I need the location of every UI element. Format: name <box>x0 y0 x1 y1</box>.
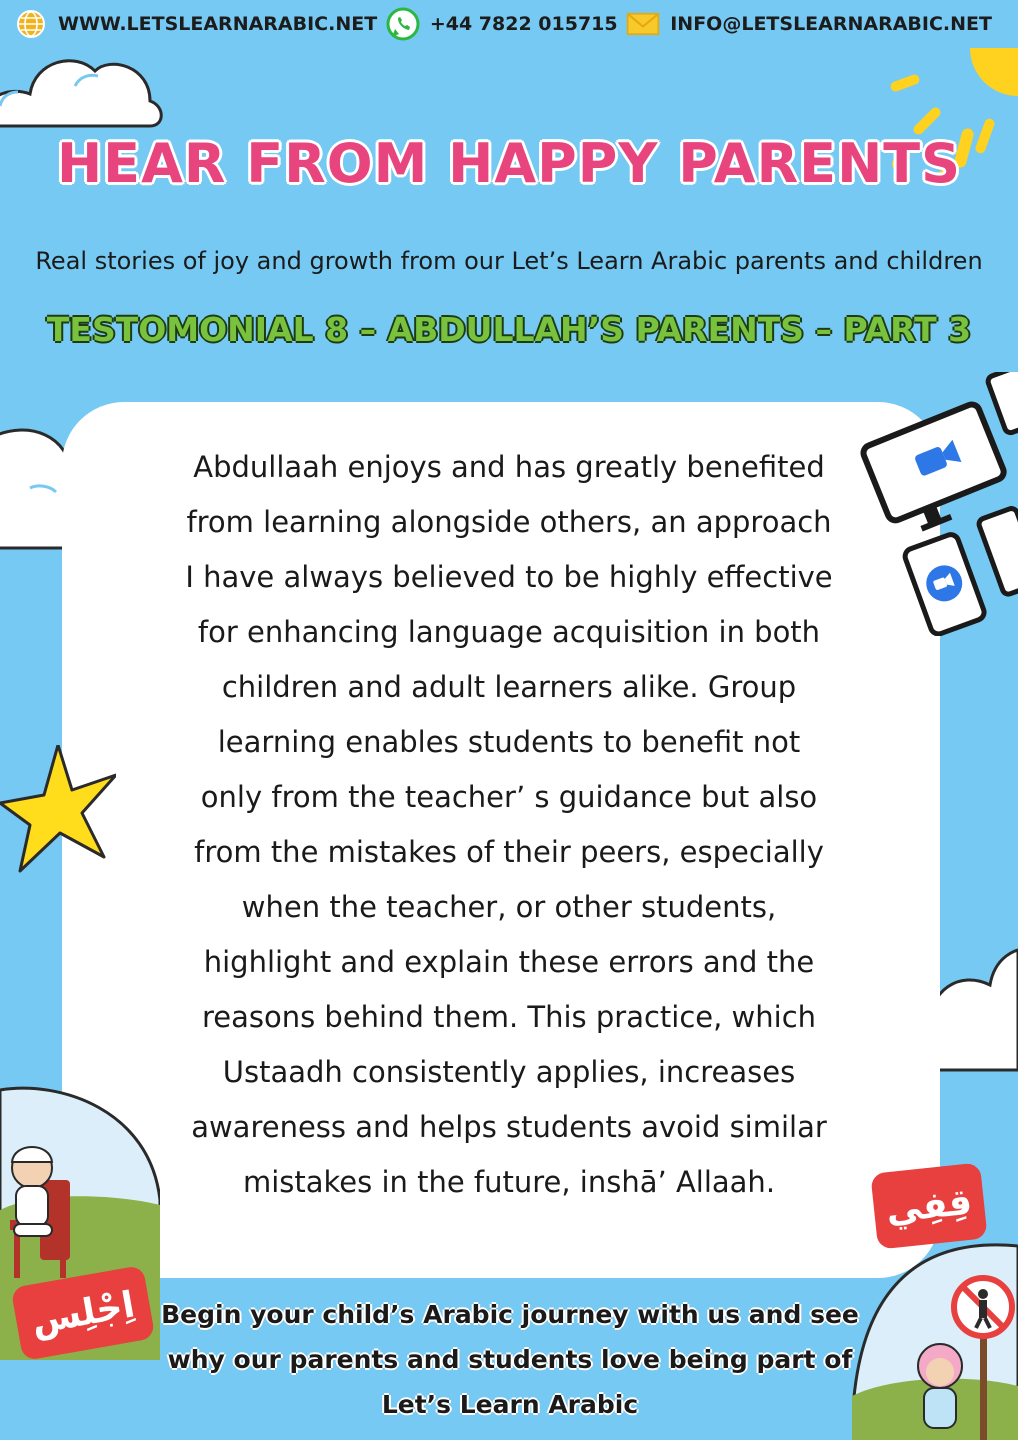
quote-line: learning enables students to benefit not <box>217 725 801 759</box>
call-to-action <box>150 1292 870 1427</box>
quote-line: Ustaadh consistently applies, increases <box>222 1055 796 1089</box>
globe-icon <box>14 7 48 41</box>
contact-bar <box>0 0 1018 48</box>
quote-line: for enhancing language acquisition in both <box>197 615 821 649</box>
cta-line: Begin your child’s Arabic journey with us and see <box>161 1300 859 1329</box>
star-icon <box>0 745 116 875</box>
no-entry-sign-icon <box>950 1274 1016 1340</box>
testimonial-quote <box>112 440 906 1210</box>
quote-line: reasons behind them. This practice, which <box>201 1000 817 1034</box>
quote-line: when the teacher, or other students, <box>241 890 777 924</box>
testimonial-heading: TESTOMONIAL 8 – ABDULLAH’S PARENTS – PART 3 <box>46 310 972 349</box>
phone-text: +44 7822 015715 <box>429 13 618 35</box>
quote-line: children and adult learners alike. Group <box>221 670 797 704</box>
phone-link[interactable] <box>386 7 618 41</box>
quote-line: only from the teacher’ s guidance but also <box>200 780 818 814</box>
website-link[interactable] <box>14 7 377 41</box>
quote-line: from the mistakes of their peers, especially <box>194 835 824 869</box>
cta-line: why our parents and students love being part of <box>167 1345 853 1374</box>
quote-line: mistakes in the future, inshā’ Allaah. <box>242 1165 776 1199</box>
arabic-tag-stand: قِفِي <box>870 1162 987 1249</box>
page-title: HEAR FROM HAPPY PARENTS <box>56 132 961 195</box>
page-subtitle: Real stories of joy and growth from our Let’s Learn Arabic parents and children <box>35 247 983 275</box>
email-link[interactable] <box>626 7 992 41</box>
cta-line: Let’s Learn Arabic <box>381 1390 639 1419</box>
quote-line: highlight and explain these errors and the <box>203 945 815 979</box>
email-text: INFO@LETSLEARNARABIC.NET <box>670 13 992 35</box>
quote-line: I have always believed to be highly effective <box>185 560 833 594</box>
quote-line: from learning alongside others, an approach <box>186 505 832 539</box>
mail-icon <box>626 7 660 41</box>
quote-line: Abdullaah enjoys and has greatly benefited <box>193 450 825 484</box>
quote-line: awareness and helps students avoid similar <box>191 1110 827 1144</box>
arabic-tag-sit: اِجْلِس <box>11 1265 156 1361</box>
cloud-icon <box>0 46 170 136</box>
whatsapp-icon <box>386 7 420 41</box>
website-text: WWW.LETSLEARNARABIC.NET <box>58 13 378 35</box>
